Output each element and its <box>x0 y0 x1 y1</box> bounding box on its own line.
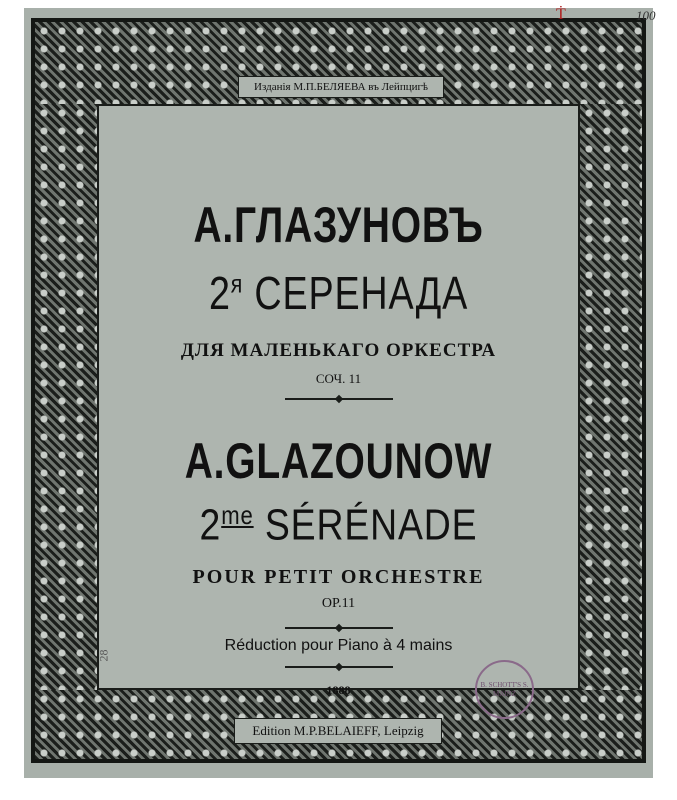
instrumentation-fr: POUR PETIT ORCHESTRE <box>192 566 485 588</box>
handwritten-number: 100 <box>636 8 656 23</box>
divider-rule-2 <box>285 627 393 629</box>
serenade-fr: SÉRÉNADE <box>264 500 478 550</box>
work-title-ru <box>140 266 536 320</box>
work-title-fr <box>133 500 544 551</box>
arrangement-note: Réduction pour Piano à 4 mains <box>224 637 453 654</box>
handwritten-note: 28 <box>96 649 111 662</box>
opus-fr: OP.11 <box>321 596 356 611</box>
serenade-ordinal-fr: me <box>221 500 254 530</box>
edition-label: Edition M.P.BELAIEFF, Leipzig <box>234 718 442 744</box>
ornament-right <box>580 104 642 690</box>
composer-name-fr: A.GLAZOUNOW <box>184 433 493 489</box>
composer-name-ru: А.ГЛАЗУНОВЪ <box>193 197 484 253</box>
serenade-ordinal-ru: я <box>230 268 244 299</box>
serenade-number-fr: 2 <box>199 500 222 550</box>
red-library-mark: Ṫ <box>556 6 566 23</box>
instrumentation-ru: ДЛЯ МАЛЕНЬКАГО ОРКЕСТРА <box>180 340 497 361</box>
divider-rule-3 <box>285 666 393 668</box>
opus-ru: СОЧ. 11 <box>315 371 362 386</box>
ornament-left <box>35 104 97 690</box>
serenade-number-ru: 2 <box>208 267 231 319</box>
library-stamp: B. SCHOTT'S S. MAINZ <box>475 660 534 719</box>
serenade-ru: СЕРЕНАДА <box>254 267 469 319</box>
publication-year: 1888 <box>326 683 351 697</box>
divider-rule <box>285 398 393 400</box>
publisher-label: Изданія М.П.БЕЛЯЕВА въ Лейпцигѣ <box>238 76 444 98</box>
